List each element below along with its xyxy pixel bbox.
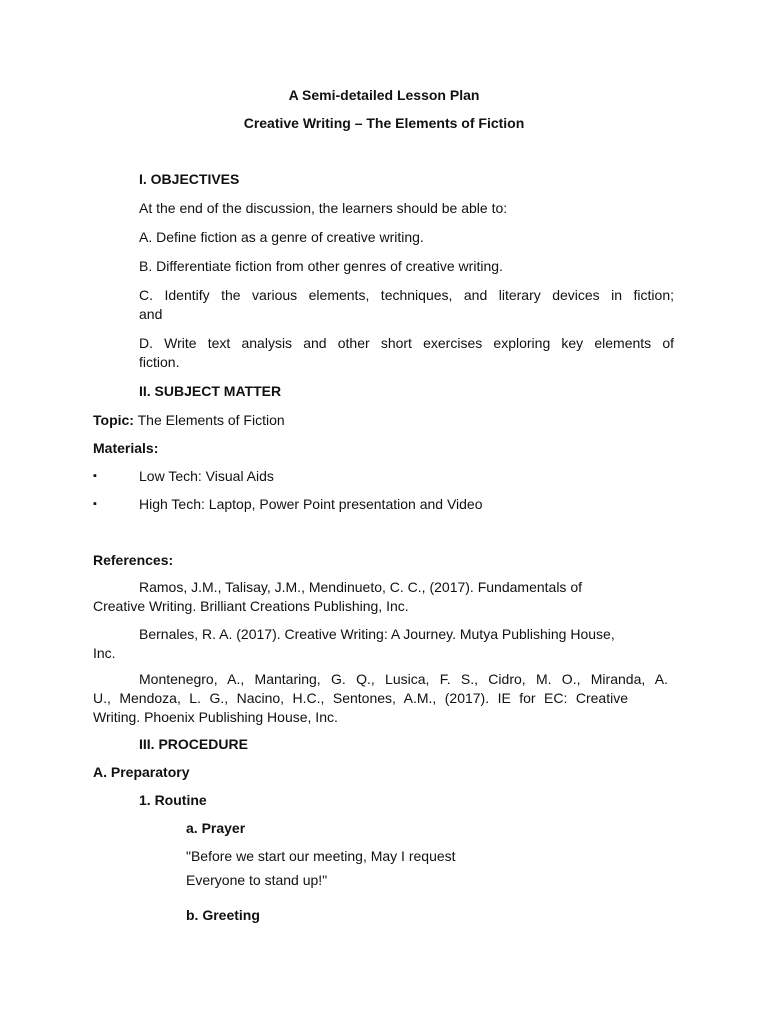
material-item-high-tech: High Tech: Laptop, Power Point presentation and Video: [139, 496, 483, 512]
materials-label: Materials:: [93, 440, 159, 456]
objective-b: B. Differentiate fiction from other genres of creative writing.: [139, 258, 503, 274]
references-heading: References:: [93, 552, 174, 568]
routine-heading: 1. Routine: [139, 792, 207, 808]
document-subtitle: Creative Writing – The Elements of Fiction: [243, 115, 525, 131]
reference-3-line1: Montenegro, A., Mantaring, G. Q., Lusica, F. S., Cidro, M. O., Miranda, A.: [139, 671, 668, 687]
objective-c-line2: and: [139, 306, 163, 322]
greeting-heading: b. Greeting: [186, 907, 260, 923]
prayer-line1: "Before we start our meeting, May I request: [186, 848, 456, 864]
preparatory-heading: A. Preparatory: [93, 764, 190, 780]
material-item-low-tech: Low Tech: Visual Aids: [139, 468, 274, 484]
reference-3-line2: U., Mendoza, L. G., Nacino, H.C., Sentones, A.M., (2017). IE for EC: Creative: [93, 690, 628, 706]
subject-matter-heading: II. SUBJECT MATTER: [139, 383, 282, 399]
bullet-marker: ▪: [93, 498, 97, 510]
reference-1-line2: Creative Writing. Brilliant Creations Publishing, Inc.: [93, 598, 409, 614]
procedure-heading: III. PROCEDURE: [139, 736, 248, 752]
prayer-line2: Everyone to stand up!": [186, 872, 328, 888]
bullet-marker: ▪: [93, 470, 97, 482]
objective-c-line1: C. Identify the various elements, techniques, and literary devices in fiction;: [139, 287, 674, 303]
reference-2-line1: Bernales, R. A. (2017). Creative Writing: A Journey. Mutya Publishing House,: [139, 626, 615, 642]
objective-d-line1: D. Write text analysis and other short exercises exploring key elements of: [139, 335, 674, 351]
topic-value: The Elements of Fiction: [133, 412, 285, 428]
objectives-heading: I. OBJECTIVES: [139, 171, 240, 187]
reference-2-line2: Inc.: [93, 645, 116, 661]
document-title: A Semi-detailed Lesson Plan: [288, 87, 480, 103]
prayer-heading: a. Prayer: [186, 820, 246, 836]
reference-3-line3: Writing. Phoenix Publishing House, Inc.: [93, 709, 338, 725]
objective-a: A. Define fiction as a genre of creative writing.: [139, 229, 424, 245]
reference-1-line1: Ramos, J.M., Talisay, J.M., Mendinueto, C. C., (2017). Fundamentals of: [139, 579, 582, 595]
objective-d-line2: fiction.: [139, 354, 180, 370]
topic-label: Topic:: [93, 412, 134, 428]
topic-line: [93, 411, 285, 430]
objectives-intro: At the end of the discussion, the learners should be able to:: [139, 200, 508, 216]
